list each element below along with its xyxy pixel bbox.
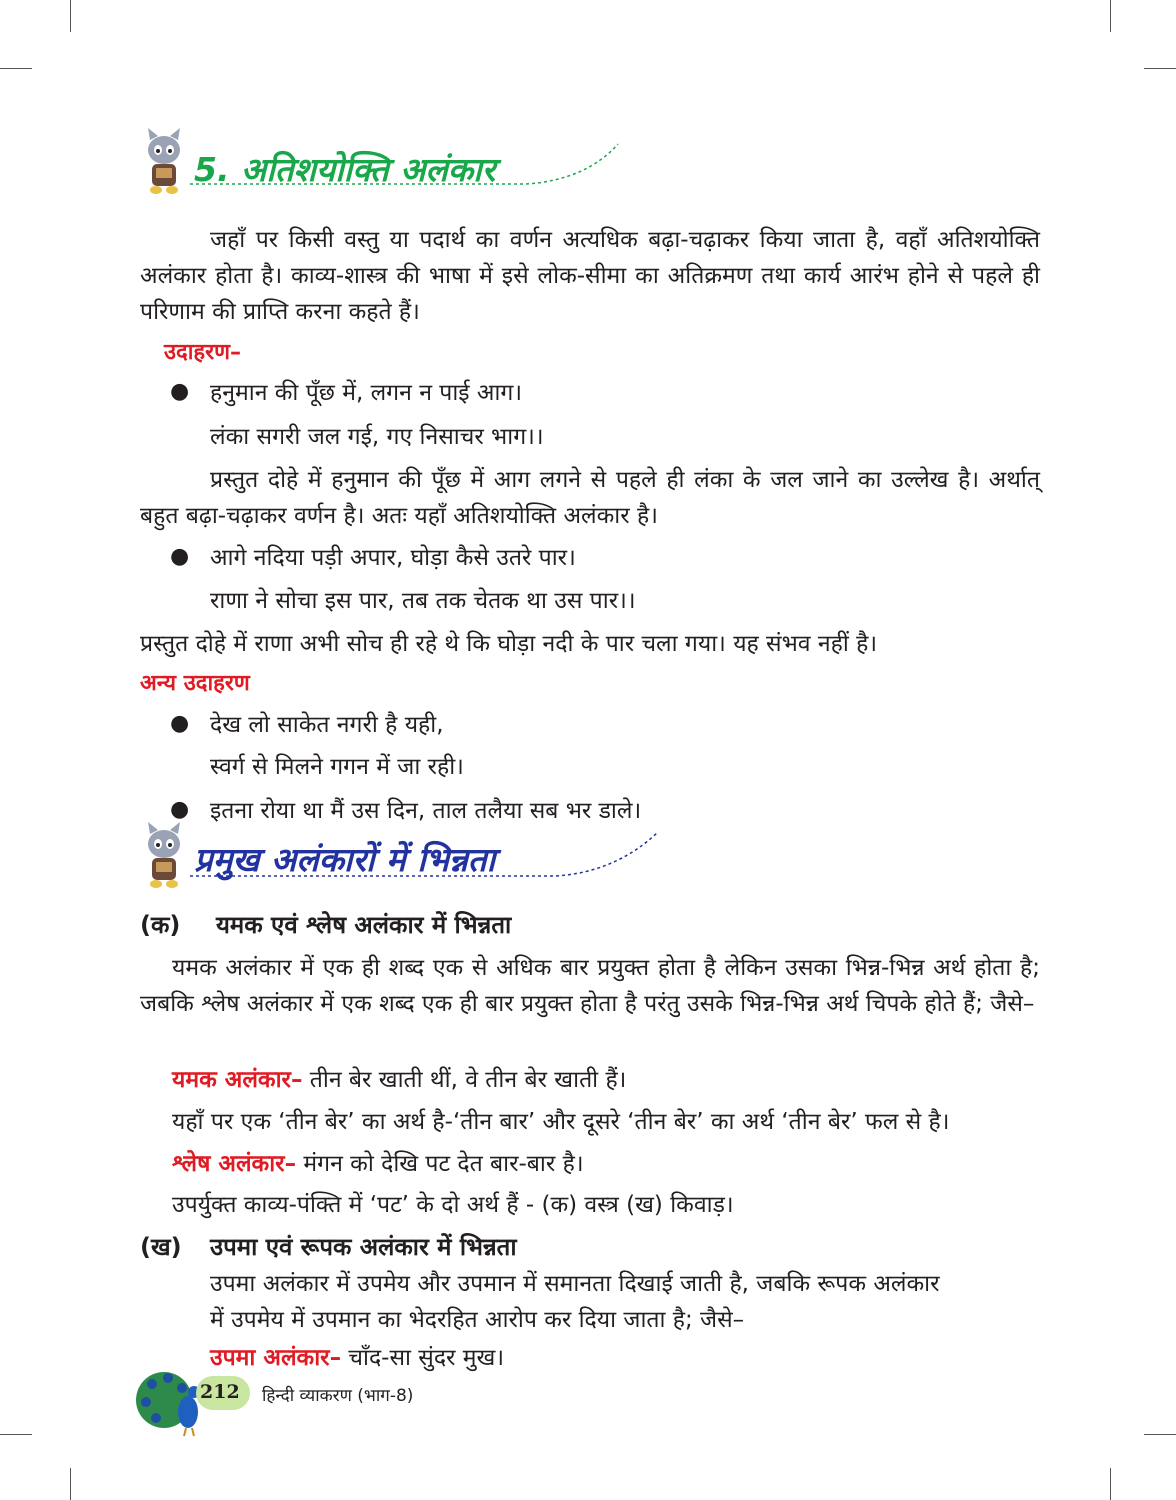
poem-line: राणा ने सोचा इस पार, तब तक चेतक था उस पार।। <box>210 588 636 614</box>
cat-mascot-icon <box>138 128 190 196</box>
example-label: उदाहरण– <box>164 340 242 365</box>
upma-example: चाँद-सा सुंदर मुख। <box>348 1345 505 1371</box>
crop-mark <box>1110 1468 1111 1500</box>
subsection-title: यमक एवं श्लेष अलंकार में भिन्नता <box>216 911 512 939</box>
poem-line: स्वर्ग से मिलने गगन में जा रही। <box>210 754 464 780</box>
poem-line: आगे नदिया पड़ी अपार, घोड़ा कैसे उतरे पार। <box>210 545 576 571</box>
section-heading: प्रमुख अलंकारों में भिन्नता <box>194 840 496 879</box>
book-title: हिन्दी व्याकरण (भाग-8) <box>262 1386 414 1406</box>
example-line <box>210 1340 504 1376</box>
heading-underline <box>186 142 626 190</box>
heading-underline <box>186 830 666 882</box>
poem-line: इतना रोया था मैं उस दिन, ताल तलैया सब भर डाले। <box>210 798 642 824</box>
upma-label: उपमा अलंकार– <box>210 1345 342 1371</box>
crop-mark <box>0 68 32 69</box>
bullet-icon: ● <box>170 379 190 404</box>
example-line <box>172 1146 584 1182</box>
bullet-icon: ● <box>170 544 190 569</box>
subsection-text: में उपमेय में उपमान का भेदरहित आरोप कर दिया जाता है; जैसे– <box>210 1307 745 1333</box>
crop-mark <box>1144 1434 1176 1435</box>
subsection-paragraph: यमक अलंकार में एक ही शब्द एक से अधिक बार प्रयुक्त होता है लेकिन उसका भिन्न-भिन्न अर्थ होता है; जबकि श्लेष अलंकार में एक शब्द एक ही बार प्रयुक्त होता है परंतु उसके भिन्न-भिन्न अर्थ चिपके होते हैं; जैसे– <box>140 955 1040 1017</box>
section-heading: 5. अतिशयोक्ति अलंकार <box>194 150 496 189</box>
example-line <box>172 1062 626 1098</box>
yamak-example: तीन बेर खाती थीं, वे तीन बेर खाती हैं। <box>309 1067 627 1093</box>
crop-mark <box>0 1434 32 1435</box>
poem-line: देख लो साकेत नगरी है यही, <box>210 712 444 738</box>
explanation-paragraph: प्रस्तुत दोहे में हनुमान की पूँछ में आग लगने से पहले ही लंका के जल जाने का उल्लेख है। अर्थात् बहुत बढ़ा-चढ़ाकर वर्णन है। अतः यहाँ अतिशयोक्ति अलंकार है। <box>140 467 1040 529</box>
subsection-label: (क) <box>140 911 181 939</box>
bullet-icon: ● <box>170 797 190 822</box>
shlesh-example: मंगन को देखि पट देत बार-बार है। <box>303 1151 584 1177</box>
intro-paragraph: जहाँ पर किसी वस्तु या पदार्थ का वर्णन अत्यधिक बढ़ा-चढ़ाकर किया जाता है, वहाँ अतिशयोक्ति अलंकार होता है। काव्य-शास्त्र की भाषा में इसे लोक-सीमा का अतिक्रमण तथा कार्य आरंभ होने से पहले ही परिणाम की प्राप्ति करना कहते हैं। <box>140 227 1040 325</box>
explanation-line: प्रस्तुत दोहे में राणा अभी सोच ही रहे थे कि घोड़ा नदी के पार चला गया। यह संभव नहीं है। <box>140 631 878 657</box>
subsection-title: उपमा एवं रूपक अलंकार में भिन्नता <box>210 1233 517 1261</box>
subsection-label: (ख) <box>140 1233 182 1261</box>
page-number: 212 <box>200 1381 240 1403</box>
subsection-text: उपमा अलंकार में उपमेय और उपमान में समानता दिखाई जाती है, जबकि रूपक अलंकार <box>210 1271 940 1297</box>
example-explain: उपर्युक्त काव्य-पंक्ति में ‘पट’ के दो अर्थ हैं - (क) वस्त्र (ख) किवाड़। <box>172 1192 734 1218</box>
crop-mark <box>70 1468 71 1500</box>
shlesh-label: श्लेष अलंकार– <box>172 1151 297 1177</box>
crop-mark <box>1144 68 1176 69</box>
cat-mascot-icon <box>138 822 190 890</box>
crop-mark <box>70 0 71 32</box>
yamak-label: यमक अलंकार– <box>172 1067 303 1093</box>
poem-line: लंका सगरी जल गई, गए निसाचर भाग।। <box>210 424 544 450</box>
crop-mark <box>1110 0 1111 32</box>
poem-line: हनुमान की पूँछ में, लगन न पाई आग। <box>210 380 523 406</box>
example-explain: यहाँ पर एक ‘तीन बेर’ का अर्थ है-‘तीन बार’ और दूसरे ‘तीन बेर’ का अर्थ ‘तीन बेर’ फल से है। <box>172 1109 950 1135</box>
bullet-icon: ● <box>170 711 190 736</box>
other-examples-label: अन्य उदाहरण <box>140 671 250 696</box>
